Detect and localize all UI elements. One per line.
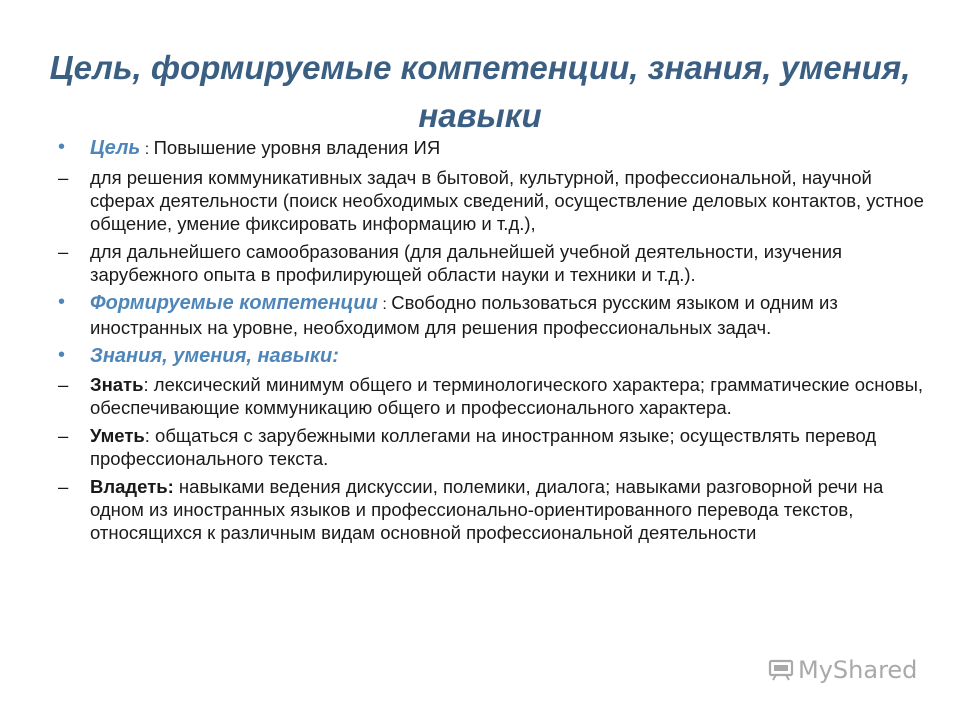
slide-title: Цель, формируемые компетенции, знания, умения, навыки	[49, 49, 911, 134]
item-strong-label: Владеть:	[90, 476, 174, 497]
item-strong-label: Уметь	[90, 425, 145, 446]
item-text: : лексический минимум общего и терминологического характера; грамматические основы, обеспечивающие коммуникацию общего и профессионального характера.	[90, 374, 924, 418]
dash-marker: –	[58, 476, 69, 497]
bullet-marker: •	[58, 136, 66, 158]
item-text: для дальнейшего самообразования (для дальнейшей учебной деятельности, изучения зарубежного опыта в профилирующей области науки и техники и т.д.).	[90, 241, 843, 285]
bullet-marker: •	[58, 291, 66, 313]
item-text: Повышение уровня владения ИЯ	[153, 137, 441, 158]
item-strong-label: Знать	[90, 374, 144, 395]
item-separator: :	[140, 141, 154, 158]
dash-marker: –	[58, 374, 69, 395]
list-item-dash	[58, 240, 938, 286]
list-item-competences	[58, 291, 938, 339]
list-item-can	[58, 424, 938, 470]
item-heading: Знания, умения, навыки:	[90, 345, 339, 367]
list-item-dash	[58, 166, 938, 235]
myshared-watermark	[768, 656, 917, 684]
item-text: Свободно пользоваться русским языком и одним из иностранных на уровне, необходимом для решения профессиональных задач.	[90, 292, 838, 338]
list-item-master	[58, 475, 938, 544]
dash-marker: –	[58, 167, 69, 188]
dash-marker: –	[58, 241, 69, 262]
item-text: для решения коммуникативных задач в бытовой, культурной, профессиональной, научной сферах деятельности (поиск необходимых сведений, осуществление деловых контактов, устное общение, умение фиксировать информацию и т.д.),	[90, 167, 924, 234]
list-item-goal	[58, 136, 938, 161]
slide-content	[58, 136, 938, 549]
watermark-text: MyShared	[798, 656, 918, 684]
dash-marker: –	[58, 425, 69, 446]
presentation-board-icon	[768, 659, 794, 681]
list-item-skills	[58, 344, 938, 368]
item-text: навыками ведения дискуссии, полемики, диалога; навыками разговорной речи на одном из иностранных языков и профессионально-ориентированного перевода текстов, относящихся к различным видам основной профессиональной деятельности	[90, 476, 884, 543]
item-text: : общаться с зарубежными коллегами на иностранном языке; осуществлять перевод профессионального текста.	[90, 425, 877, 469]
bullet-marker: •	[58, 344, 66, 366]
item-separator: :	[377, 296, 392, 313]
item-heading: Формируемые компетенции	[90, 292, 378, 314]
item-heading: Цель	[90, 137, 141, 159]
list-item-know	[58, 373, 938, 419]
